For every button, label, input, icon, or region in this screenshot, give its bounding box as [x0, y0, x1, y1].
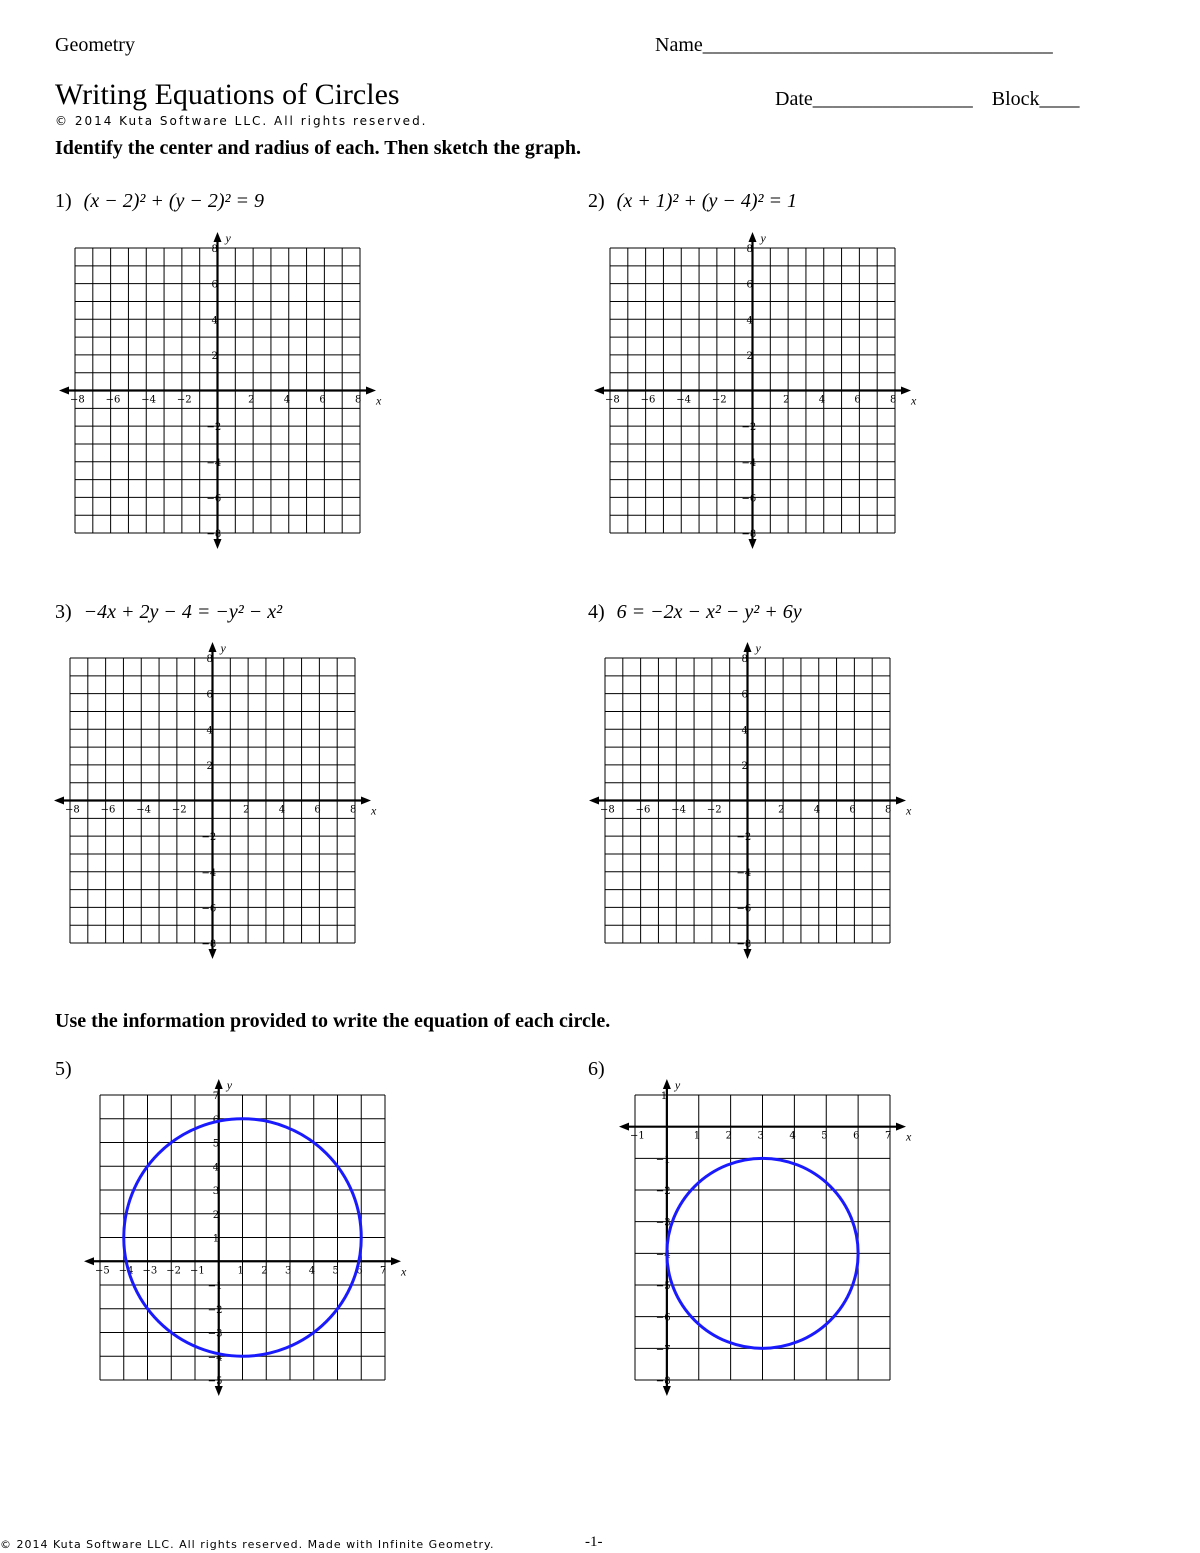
y-tick-label: 2 [211, 350, 218, 362]
x-tick-label: 6 [356, 1265, 363, 1277]
y-tick-label: 4 [206, 725, 213, 737]
x-axis-label: x [906, 803, 912, 818]
block-field-label: Block____ [991, 88, 1080, 110]
x-tick-label: −1 [630, 1130, 645, 1142]
x-tick-label: 2 [248, 394, 255, 406]
y-tick-label: 8 [211, 244, 218, 255]
problem-4 [588, 601, 802, 624]
x-tick-label: −4 [676, 394, 691, 406]
x-axis-arrow-left [594, 387, 604, 395]
x-axis-arrow-left [589, 797, 599, 805]
name-field-label: Name___________________________________ [655, 34, 1053, 56]
x-tick-label: −4 [136, 804, 151, 816]
problem-number: 6) [588, 1058, 605, 1080]
x-tick-label: 4 [278, 804, 286, 816]
x-tick-label: 2 [783, 394, 790, 406]
x-axis-label: x [371, 803, 377, 818]
y-tick-label: −4 [741, 457, 757, 469]
x-tick-label: −2 [166, 1265, 181, 1277]
x-tick-label: −5 [95, 1265, 110, 1277]
y-tick-label: −7 [655, 1344, 671, 1356]
y-tick-label: −4 [206, 457, 222, 469]
y-axis-arrow-up [209, 642, 217, 652]
y-axis-arrow-down [215, 1386, 223, 1396]
x-tick-label: −4 [671, 804, 686, 816]
coordinate-grid-6 [615, 1075, 915, 1405]
y-tick-label: −4 [736, 867, 752, 879]
y-tick-label: 8 [206, 654, 213, 665]
problem-number: 5) [55, 1058, 72, 1080]
x-axis-label: x [401, 1264, 407, 1279]
x-tick-label: 4 [308, 1265, 316, 1277]
x-tick-label: 2 [725, 1130, 732, 1142]
x-axis-arrow-right [391, 1257, 401, 1265]
coordinate-grid-5 [80, 1075, 410, 1405]
y-tick-label: −3 [655, 1217, 671, 1229]
x-tick-label: 4 [813, 804, 821, 816]
problem-number: 4) [588, 601, 605, 623]
problem-2 [588, 190, 797, 213]
problem-1 [55, 190, 264, 213]
y-axis-arrow-up [744, 642, 752, 652]
x-axis-arrow-right [366, 387, 376, 395]
x-tick-label: 4 [818, 394, 826, 406]
y-axis-arrow-up [663, 1079, 671, 1089]
worksheet-title: Writing Equations of Circles [55, 78, 400, 111]
problem-number: 2) [588, 190, 605, 212]
y-tick-label: −2 [207, 1304, 223, 1316]
y-tick-label: 2 [746, 350, 753, 362]
x-tick-label: −2 [706, 804, 722, 816]
y-tick-label: 2 [741, 760, 748, 772]
y-tick-label: −5 [655, 1281, 671, 1292]
x-tick-label: −2 [176, 394, 192, 406]
x-tick-label: 8 [355, 394, 362, 406]
x-tick-label: −2 [711, 394, 727, 406]
x-tick-label: 2 [778, 804, 785, 816]
y-tick-label: 4 [212, 1162, 220, 1174]
y-axis-label: y [225, 231, 231, 245]
x-tick-label: 1 [693, 1130, 701, 1142]
x-axis-arrow-right [896, 1123, 906, 1131]
x-axis-label: x [376, 393, 382, 408]
x-tick-label: 6 [853, 1130, 860, 1142]
y-tick-label: 2 [206, 760, 213, 772]
y-tick-label: 6 [746, 279, 753, 291]
x-tick-label: 3 [757, 1130, 764, 1142]
y-tick-label: −2 [201, 832, 217, 844]
y-tick-label: −5 [207, 1376, 223, 1387]
coordinate-grid-2 [590, 228, 925, 558]
problem-number: 1) [55, 190, 72, 212]
x-tick-label: −6 [640, 394, 656, 406]
x-tick-label: 6 [854, 394, 861, 406]
coordinate-grid-3 [50, 638, 385, 968]
y-tick-label: 6 [211, 279, 218, 291]
problem-5 [55, 1058, 72, 1081]
x-tick-label: 2 [261, 1265, 268, 1277]
y-tick-label: 8 [746, 244, 753, 255]
y-axis-arrow-up [214, 232, 222, 242]
x-tick-label: 6 [849, 804, 856, 816]
x-tick-label: 5 [332, 1265, 339, 1277]
x-axis-label: x [911, 393, 917, 408]
y-tick-label: −8 [206, 529, 222, 540]
y-axis-label: y [760, 231, 766, 245]
problem-equation: (x − 2)² + (y − 2)² = 9 [83, 190, 265, 212]
x-tick-label: 4 [283, 394, 291, 406]
x-tick-label: −8 [65, 804, 80, 816]
x-tick-label: 8 [885, 804, 892, 816]
x-tick-label: −3 [142, 1265, 158, 1277]
y-tick-label: −6 [736, 903, 752, 915]
problem-3 [55, 601, 282, 624]
y-axis-label: y [755, 641, 761, 655]
x-tick-label: 5 [821, 1130, 828, 1142]
x-tick-label: −2 [171, 804, 187, 816]
y-tick-label: −8 [741, 529, 757, 540]
y-tick-label: −4 [201, 867, 217, 879]
x-axis-arrow-left [59, 387, 69, 395]
y-tick-label: 5 [212, 1138, 220, 1150]
y-tick-label: −3 [207, 1328, 223, 1340]
y-tick-label: 4 [741, 725, 748, 737]
x-tick-label: 2 [243, 804, 250, 816]
y-tick-label: 1 [660, 1091, 668, 1102]
y-tick-label: −4 [207, 1352, 223, 1364]
problem-equation: (x + 1)² + (y − 4)² = 1 [616, 190, 798, 212]
x-tick-label: 3 [285, 1265, 292, 1277]
y-tick-label: 7 [212, 1091, 220, 1102]
y-tick-label: −8 [201, 939, 217, 950]
y-tick-label: −1 [207, 1281, 223, 1292]
y-tick-label: −8 [655, 1376, 671, 1387]
y-axis-arrow-down [214, 539, 222, 549]
y-axis-arrow-up [215, 1079, 223, 1089]
instructions-part2: Use the information provided to write the equation of each circle. [55, 1010, 611, 1032]
x-axis-label: x [906, 1129, 912, 1144]
y-tick-label: −6 [201, 903, 217, 915]
y-tick-label: −1 [655, 1154, 671, 1166]
y-tick-label: 6 [212, 1114, 220, 1126]
x-axis-arrow-left [84, 1257, 94, 1265]
x-tick-label: −6 [100, 804, 116, 816]
y-tick-label: −6 [206, 493, 222, 505]
y-tick-label: −2 [206, 422, 222, 434]
date-block-row [775, 88, 1080, 111]
y-tick-label: 2 [212, 1209, 220, 1221]
x-tick-label: 8 [350, 804, 357, 816]
y-tick-label: −4 [655, 1249, 671, 1261]
problem-equation: −4x + 2y − 4 = −y² − x² [83, 601, 283, 623]
x-tick-label: −1 [190, 1265, 205, 1277]
x-tick-label: −6 [105, 394, 121, 406]
date-field-label: Date________________ [775, 88, 973, 110]
y-axis-arrow-down [744, 949, 752, 959]
footer-copyright: © 2014 Kuta Software LLC. All rights reserved. Made with Infinite Geometry. [0, 1538, 495, 1551]
x-axis-arrow-right [361, 797, 371, 805]
problem-6 [588, 1058, 605, 1081]
problem-equation: 6 = −2x − x² − y² + 6y [616, 601, 802, 623]
x-tick-label: −6 [635, 804, 651, 816]
x-tick-label: −4 [141, 394, 156, 406]
y-tick-label: 4 [211, 315, 218, 327]
y-tick-label: −2 [655, 1186, 671, 1197]
x-tick-label: −4 [118, 1265, 134, 1277]
x-axis-arrow-left [54, 797, 64, 805]
x-tick-label: 6 [314, 804, 321, 816]
x-tick-label: 1 [237, 1265, 244, 1277]
x-axis-arrow-right [896, 797, 906, 805]
y-axis-arrow-down [663, 1386, 671, 1396]
y-axis-label: y [674, 1078, 681, 1092]
course-title: Geometry [55, 34, 135, 56]
y-tick-label: 6 [206, 689, 213, 701]
y-axis-label: y [220, 641, 226, 655]
page-number: -1- [585, 1534, 603, 1550]
coordinate-grid-1 [55, 228, 390, 558]
y-tick-label: 4 [746, 315, 753, 327]
coordinate-grid-4 [585, 638, 920, 968]
x-tick-label: 4 [789, 1130, 796, 1142]
x-tick-label: −8 [600, 804, 615, 816]
y-tick-label: 6 [741, 689, 748, 701]
x-tick-label: 7 [885, 1130, 892, 1142]
y-axis-arrow-down [749, 539, 757, 549]
x-tick-label: 6 [319, 394, 326, 406]
y-tick-label: −6 [655, 1312, 671, 1324]
y-tick-label: −6 [741, 493, 757, 505]
y-axis-arrow-up [749, 232, 757, 242]
y-axis-arrow-down [209, 949, 217, 959]
y-tick-label: 3 [212, 1186, 220, 1197]
y-tick-label: −2 [741, 422, 757, 434]
x-axis-arrow-right [901, 387, 911, 395]
x-tick-label: 8 [890, 394, 897, 406]
copyright-notice: © 2014 Kuta Software LLC. All rights reserved. [55, 114, 428, 128]
y-axis-label: y [226, 1078, 233, 1092]
problem-number: 3) [55, 601, 72, 623]
y-tick-label: −8 [736, 939, 752, 950]
x-tick-label: 7 [380, 1265, 387, 1277]
x-tick-label: −8 [70, 394, 85, 406]
x-tick-label: −8 [605, 394, 620, 406]
instructions-part1: Identify the center and radius of each. Then sketch the graph. [55, 137, 581, 159]
x-axis-arrow-left [619, 1123, 629, 1131]
y-tick-label: 1 [212, 1233, 220, 1245]
y-tick-label: 8 [741, 654, 748, 665]
y-tick-label: −2 [736, 832, 752, 844]
